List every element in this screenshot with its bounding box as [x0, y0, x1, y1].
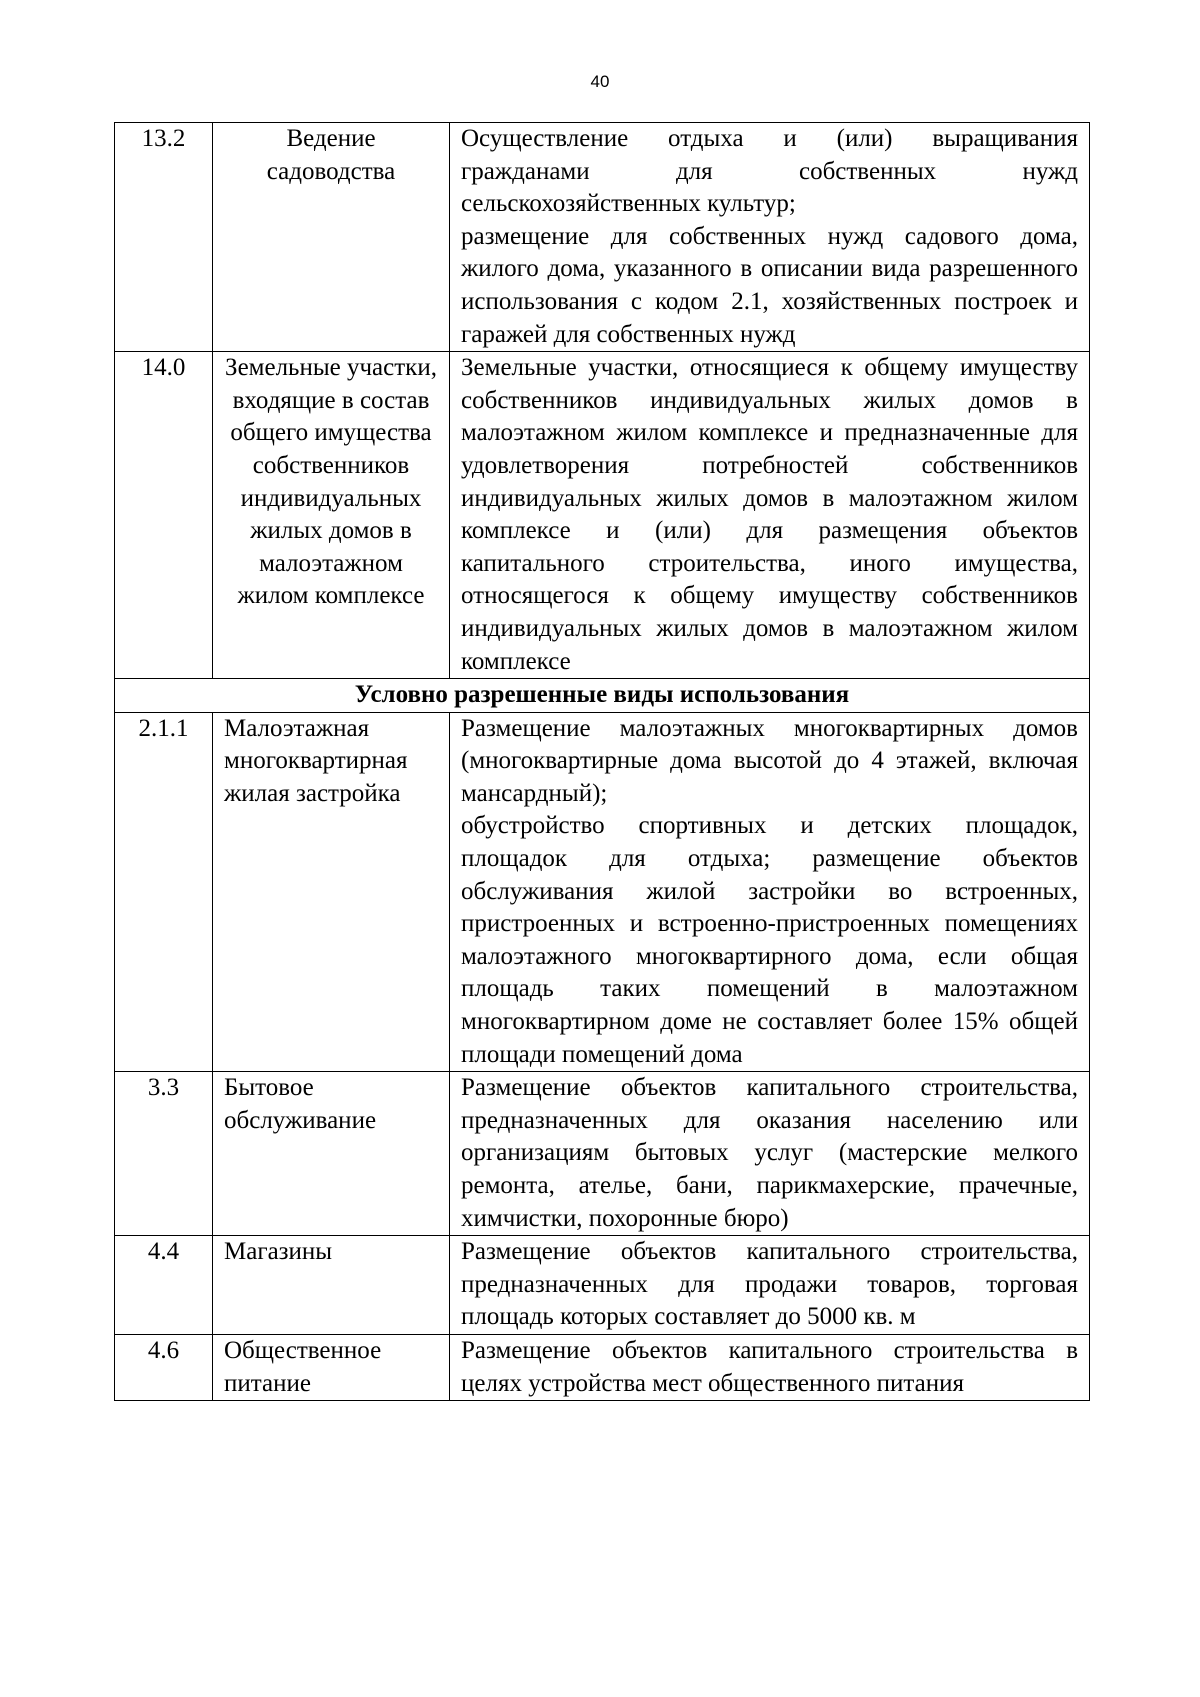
row-name: Ведение садоводства — [213, 123, 450, 352]
section-heading: Условно разрешенные виды использования — [115, 679, 1090, 713]
row-description — [450, 352, 1090, 679]
description-paragraph: Размещение объектов капитального строительства в целях устройства мест общественного питания — [461, 1336, 1078, 1397]
row-description — [450, 712, 1090, 1072]
row-code: 13.2 — [115, 123, 213, 352]
row-description — [450, 123, 1090, 352]
row-description — [450, 1236, 1090, 1335]
table-row — [115, 1072, 1090, 1236]
page-number: 40 — [590, 72, 610, 91]
row-name: Бытовое обслуживание — [213, 1072, 450, 1236]
table-row — [115, 1236, 1090, 1335]
description-paragraph: Земельные участки, относящиеся к общему имуществу собственников индивидуальных жилых домов в малоэтажном жилом комплексе и предназначенные для удовлетворения потребностей собственников индивидуальных жилых домов в малоэтажном жилом комплексе и (или) для размещения объектов капитального строительства, иного имущества, относящегося к общему имуществу собственников индивидуальных жилых домов в малоэтажном жилом комплексе — [461, 354, 1078, 675]
description-paragraph: Размещение объектов капитального строительства, предназначенных для продажи товаров, торговая площадь которых составляет до 5000 кв. м — [461, 1238, 1078, 1331]
row-description — [450, 1334, 1090, 1400]
description-paragraph: размещение для собственных нужд садового дома, жилого дома, указанного в описании вида разрешенного использования с кодом 2.1, хозяйственных построек и гаражей для собственных нужд — [461, 222, 1078, 348]
land-use-table — [114, 122, 1090, 1401]
row-code: 4.4 — [115, 1236, 213, 1335]
table-row — [115, 123, 1090, 352]
description-paragraph: Осуществление отдыха и (или) выращивания гражданами для собственных нужд сельскохозяйственных культур; — [461, 125, 1078, 218]
table-row — [115, 712, 1090, 1072]
row-name: Земельные участки, входящие в состав общего имущества собственников индивидуальных жилых домов в малоэтажном жилом комплексе — [213, 352, 450, 679]
description-paragraph: Размещение объектов капитального строительства, предназначенных для оказания населению или организациям бытовых услуг (мастерские мелкого ремонта, ателье, бани, парикмахерские, прачечные, химчистки, похоронные бюро) — [461, 1074, 1078, 1232]
row-name: Малоэтажная многоквартирная жилая застройка — [213, 712, 450, 1072]
row-name: Общественное питание — [213, 1334, 450, 1400]
row-name: Магазины — [213, 1236, 450, 1335]
table-row — [115, 352, 1090, 679]
row-code: 3.3 — [115, 1072, 213, 1236]
row-description — [450, 1072, 1090, 1236]
row-code: 14.0 — [115, 352, 213, 679]
row-code: 2.1.1 — [115, 712, 213, 1072]
table-row — [115, 1334, 1090, 1400]
description-paragraph: Размещение малоэтажных многоквартирных домов (многоквартирные дома высотой до 4 этажей, включая мансардный); — [461, 714, 1078, 807]
description-paragraph: обустройство спортивных и детских площадок, площадок для отдыха; размещение объектов обслуживания жилой застройки во встроенных, пристроенных и встроенно-пристроенных помещениях малоэтажного многоквартирного дома, если общая площадь таких помещений в малоэтажном многоквартирном доме не составляет более 15% общей площади помещений дома — [461, 812, 1078, 1068]
section-heading-row — [115, 679, 1090, 713]
row-code: 4.6 — [115, 1334, 213, 1400]
